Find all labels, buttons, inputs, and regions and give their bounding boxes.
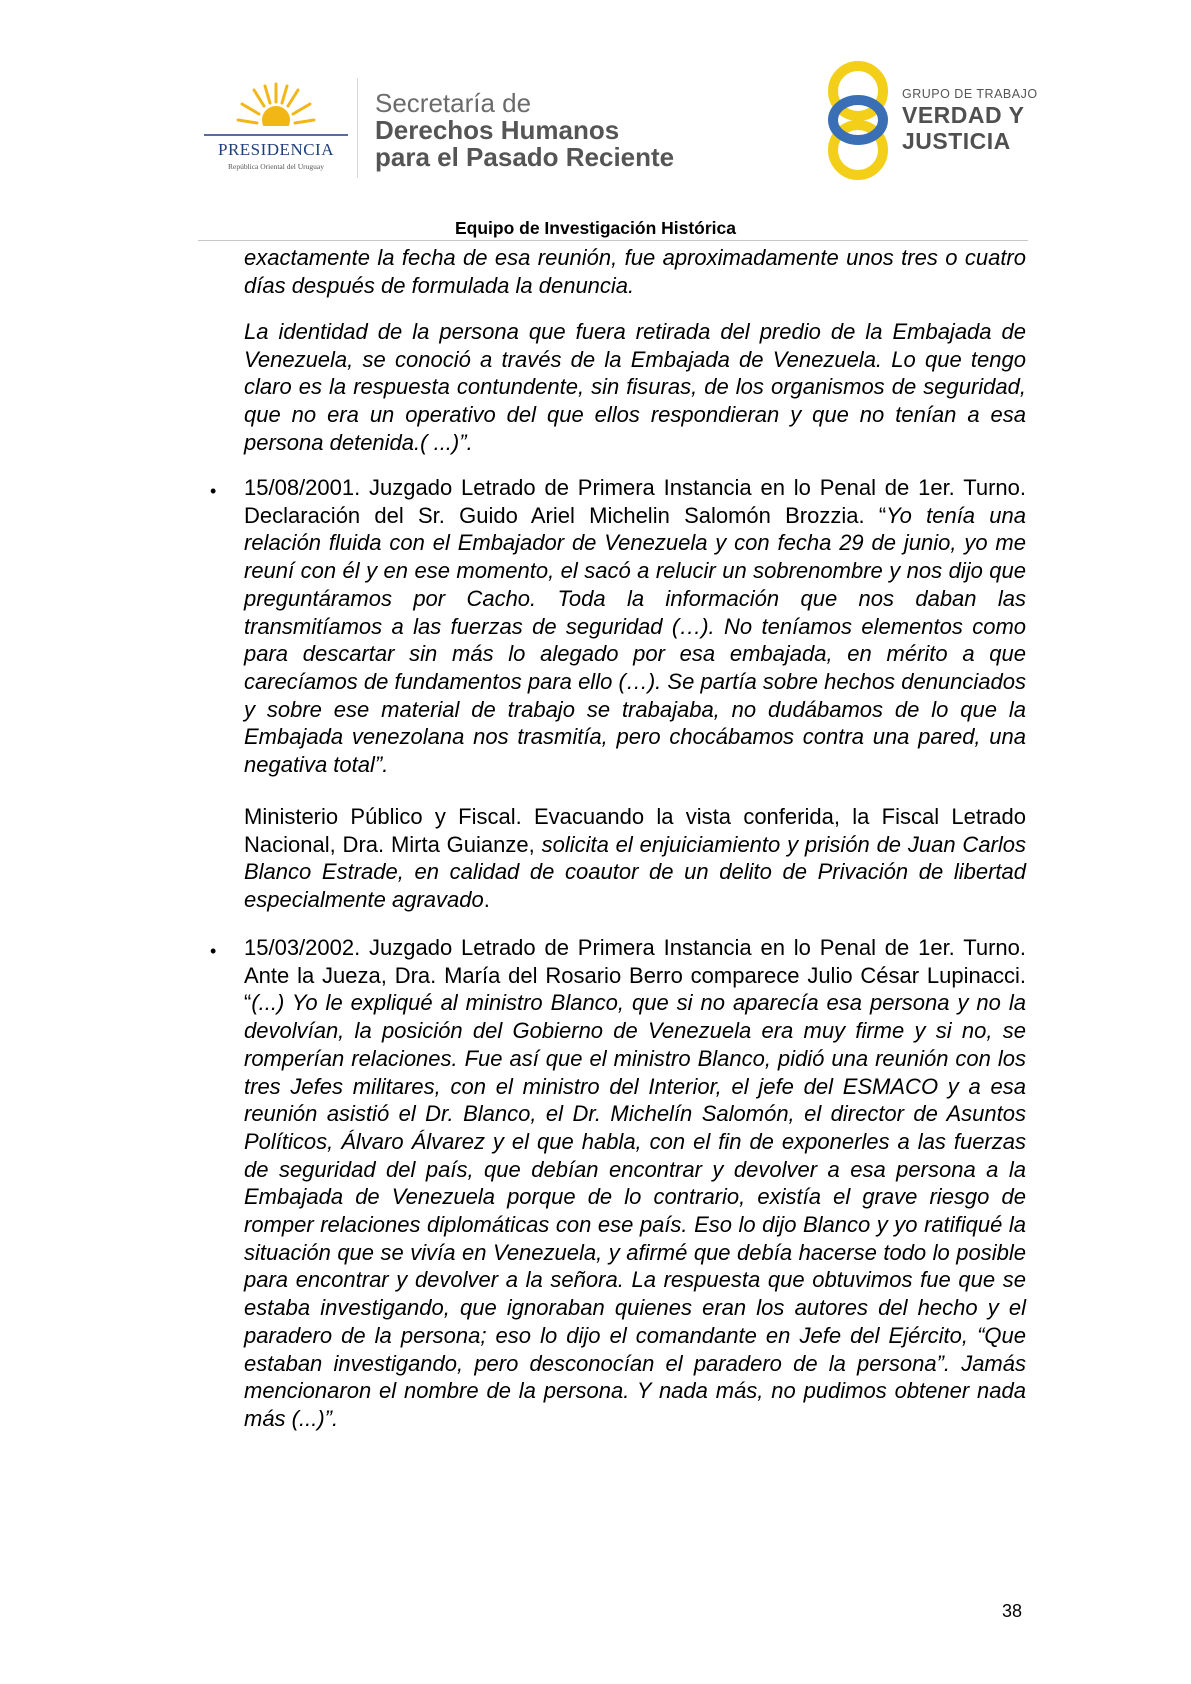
vj-line1: VERDAD Y — [902, 101, 1025, 128]
header-rule — [198, 240, 1028, 241]
bullet-1: • — [210, 481, 217, 501]
team-title: Equipo de Investigación Histórica — [454, 218, 737, 238]
paragraph-3-italic: solicita el enjuiciamiento y prisión de Juan Carlos Blanco Estrade, en calidad de coautor de un delito de Privación de libertad especialmente agravado — [244, 831, 1026, 913]
secretaria-line3: para el Pasado Reciente — [375, 142, 675, 172]
presidencia-name: PRESIDENCIA — [217, 140, 334, 159]
header-divider — [357, 78, 358, 178]
presidencia-subtitle: República Oriental del Uruguay — [227, 162, 324, 171]
vj-small: GRUPO DE TRABAJO — [902, 87, 1038, 101]
list-item-2-quote: (...) Yo le expliqué al ministro Blanco, que si no aparecía esa persona y no la devolvían, la posición del Gobierno de Venezuela era muy firme y si no, se romperían relaciones. Fue así que el ministro Blanco, pidió una reunión con los tres Jefes militares, con el ministro del Interior, el jefe del ESMACO y a esa reunión asistió el Dr. Blanco, el Dr. Michelín Salomón, el director de Asuntos Políticos, Álvaro Álvarez y el que habla, con el fin de exponerles a las fuerzas de seguridad del país, que debían encontrar y devolver a esa persona a la Embajada de Venezuela porque de lo contrario, existía el grave riesgo de romper relaciones diplomáticas con ese país. Eso lo dijo Blanco y yo ratifiqué la situación que se vivía en Venezuela, y afirmé que debía hacerse todo lo posible para encontrar y devolver a la señora. La respuesta que obtuvimos fue que se estaba investigando, que ignoraban quienes eran los autores del hecho y el paradero de la persona; eso lo dijo el comandante en Jefe del Ejército, “Que estaban investigando, pero desconocían el paradero de la persona”. Jamás mencionaron el nombre de la persona. Y nada más, no pudimos obtener nada más (...)”. — [244, 990, 1026, 1431]
verdad-justicia-logo — [822, 58, 894, 183]
paragraph-3 — [244, 803, 1026, 914]
verdad-justicia-text — [902, 88, 1038, 153]
paragraph-2-text: La identidad de la persona que fuera retirada del predio de la Embajada de Venezuela, se conoció a través de la Embajada de Venezuela. Lo que tengo claro es la respuesta contundente, sin fisuras, de los organismos de seguridad, que no era un operativo del que ellos respondieran y que no tenían a esa persona detenida.( ...)”. — [244, 319, 1026, 455]
page-number: 38 — [1002, 1601, 1023, 1621]
bullet-2: • — [210, 941, 217, 961]
vj-line2: JUSTICIA — [902, 127, 1011, 154]
list-item-1-quote: Yo tenía una relación fluida con el Embajador de Venezuela y con fecha 29 de junio, yo me reuní con él y en ese momento, el sacó a relucir un sobrenombre y nos dijo que preguntáramos por Cacho. Toda la información que nos daban las transmitíamos a las fuerzas de seguridad (…). No teníamos elementos como para descartar sin más lo alegado por esa embajada, en mérito a que carecíamos de fundamentos para ello (…). Se partía sobre hechos denunciados y sobre ese material de trabajo se trabajaba, no dudábamos de lo que la Embajada venezolana nos trasmitía, pero chocábamos contra una pared, una negativa total”. — [244, 502, 1026, 778]
paragraph-3-plain: Ministerio Público y Fiscal. Evacuando la vista conferida, la Fiscal Letrado Nacional, Dra. Mirta Guianze, — [244, 804, 1026, 857]
paragraph-3-end: . — [483, 887, 490, 913]
secretaria-line1: Secretaría de — [375, 88, 532, 118]
list-item-1 — [244, 474, 1026, 779]
paragraph-1 — [244, 244, 1026, 299]
secretaria-line2: Derechos Humanos — [375, 115, 620, 145]
paragraph-1-text: exactamente la fecha de esa reunión, fue aproximadamente unos tres o cuatro días después de formulada la denuncia. — [244, 245, 1026, 298]
paragraph-2 — [244, 318, 1026, 457]
presidencia-logo — [196, 78, 356, 178]
secretaria-title — [375, 90, 674, 171]
interlocked-rings-icon — [822, 58, 894, 183]
list-item-1-plain: 15/08/2001. Juzgado Letrado de Primera Instancia en lo Penal de 1er. Turno. Declaración del Sr. Guido Ariel Michelin Salomón Brozzia. “ — [244, 475, 1026, 528]
list-item-2 — [244, 934, 1026, 1433]
list-item-2-plain: 15/03/2002. Juzgado Letrado de Primera Instancia en lo Penal de 1er. Turno. Ante la Jueza, Dra. María del Rosario Berro comparece Julio César Lupinacci. “ — [244, 935, 1026, 1016]
